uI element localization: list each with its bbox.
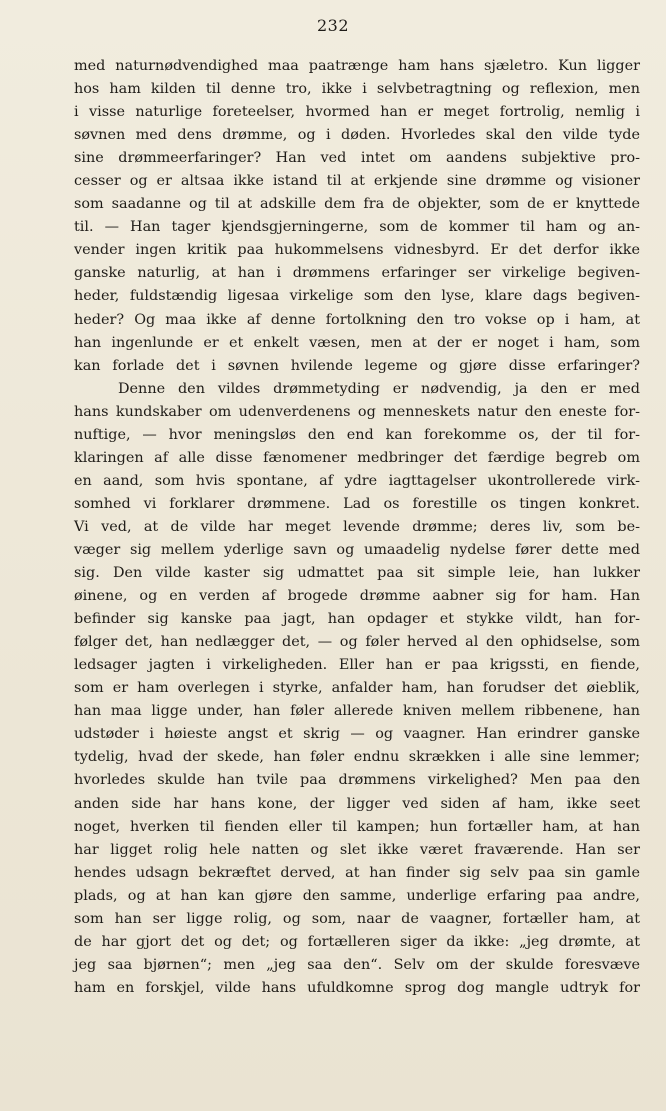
- text-line: følger det, han nedlægger det, — og føler herved al den ophidselse, som: [74, 634, 640, 651]
- text-line: sine drømmeerfaringer? Han ved intet om aandens subjektive pro-: [74, 150, 640, 167]
- text-line: søvnen med dens drømme, og i døden. Hvorledes skal den vilde tyde: [74, 127, 640, 144]
- body-text: [74, 55, 640, 1000]
- text-line: plads, og at han kan gjøre den samme, underlige erfaring paa andre,: [74, 887, 640, 904]
- text-line: øinene, og en verden af brogede drømme aabner sig for ham. Han: [74, 588, 640, 605]
- text-line: ham en forskjel, vilde hans ufuldkomne sprog dog mangle udtryk for: [74, 979, 640, 996]
- text-line: de har gjort det og det; og fortælleren siger da ikke: „jeg drømte, at: [74, 933, 640, 950]
- text-line: befinder sig kanske paa jagt, han opdager et stykke vildt, han for-: [74, 611, 640, 628]
- text-line: ledsager jagten i virkeligheden. Eller han er paa krigssti, en fiende,: [74, 657, 640, 674]
- text-line: hvorledes skulde han tvile paa drømmens virkelighed? Men paa den: [74, 772, 640, 789]
- text-line: udstøder i høieste angst et skrig — og vaagner. Han erindrer ganske: [74, 726, 640, 743]
- text-line: tydelig, hvad der skede, han føler endnu skrækken i alle sine lemmer;: [74, 749, 640, 766]
- text-line: noget, hverken til fienden eller til kampen; hun fortæller ham, at han: [74, 818, 640, 835]
- text-line: cesser og er altsaa ikke istand til at erkjende sine drømme og visioner: [74, 173, 640, 190]
- text-line: kan forlade det i søvnen hvilende legeme og gjøre disse erfaringer?: [74, 357, 640, 374]
- text-line: han maa ligge under, han føler allerede kniven mellem ribbenene, han: [74, 703, 640, 720]
- page-number: 232: [316, 16, 350, 35]
- text-line: heder? Og maa ikke af denne fortolkning den tro vokse op i ham, at: [74, 311, 640, 328]
- text-line: med naturnødvendighed maa paatrænge ham hans sjæletro. Kun ligger: [74, 58, 640, 74]
- text-line: har ligget rolig hele natten og slet ikke været fraværende. Han ser: [74, 841, 640, 858]
- text-line: hans kundskaber om udenverdenens og menneskets natur den eneste for-: [74, 403, 640, 420]
- text-line: væger sig mellem yderlige savn og umaadelig nydelse fører dette med: [74, 541, 640, 558]
- text-line: i visse naturlige foreteelser, hvormed han er meget fortrolig, nemlig i: [74, 104, 640, 121]
- text-line: han ingenlunde er et enkelt væsen, men at der er noget i ham, som: [74, 334, 640, 351]
- text-line: Vi ved, at de vilde har meget levende drømme; deres liv, som be-: [74, 518, 640, 535]
- text-line: hos ham kilden til denne tro, ikke i selvbetragtning og reflexion, men: [74, 81, 640, 98]
- text-line: til. — Han tager kjendsgjerningerne, som de kommer til ham og an-: [74, 219, 640, 236]
- text-line: som han ser ligge rolig, og som, naar de vaagner, fortæller ham, at: [74, 910, 640, 927]
- text-line: hendes udsagn bekræftet derved, at han finder sig selv paa sin gamle: [74, 864, 640, 881]
- text-line: sig. Den vilde kaster sig udmattet paa sit simple leie, han lukker: [74, 565, 640, 582]
- text-line: ganske naturlig, at han i drømmens erfaringer ser virkelige begiven-: [74, 265, 640, 282]
- text-line: som er ham overlegen i styrke, anfalder ham, han forudser det øieblik,: [74, 680, 640, 697]
- text-line: jeg saa bjørnen“; men „jeg saa den“. Selv om der skulde foresvæve: [74, 956, 640, 973]
- text-line: en aand, som hvis spontane, af ydre iagttagelser ukontrollerede virk-: [74, 472, 640, 489]
- text-line: nuftige, — hvor meningsløs den end kan forekomme os, der til for-: [74, 426, 640, 443]
- text-line: anden side har hans kone, der ligger ved siden af ham, ikke seet: [74, 795, 640, 812]
- text-line: somhed vi forklarer drømmene. Lad os forestille os tingen konkret.: [74, 495, 640, 512]
- text-line: vender ingen kritik paa hukommelsens vidnesbyrd. Er det derfor ikke: [74, 242, 640, 259]
- text-line: Denne den vildes drømmetyding er nødvendig, ja den er med: [118, 380, 640, 397]
- text-line: heder, fuldstændig ligesaa virkelige som den lyse, klare dags begiven-: [74, 288, 640, 305]
- text-line: klaringen af alle disse fænomener medbringer det færdige begreb om: [74, 449, 640, 466]
- text-line: som saadanne og til at adskille dem fra de objekter, som de er knyttede: [74, 196, 640, 213]
